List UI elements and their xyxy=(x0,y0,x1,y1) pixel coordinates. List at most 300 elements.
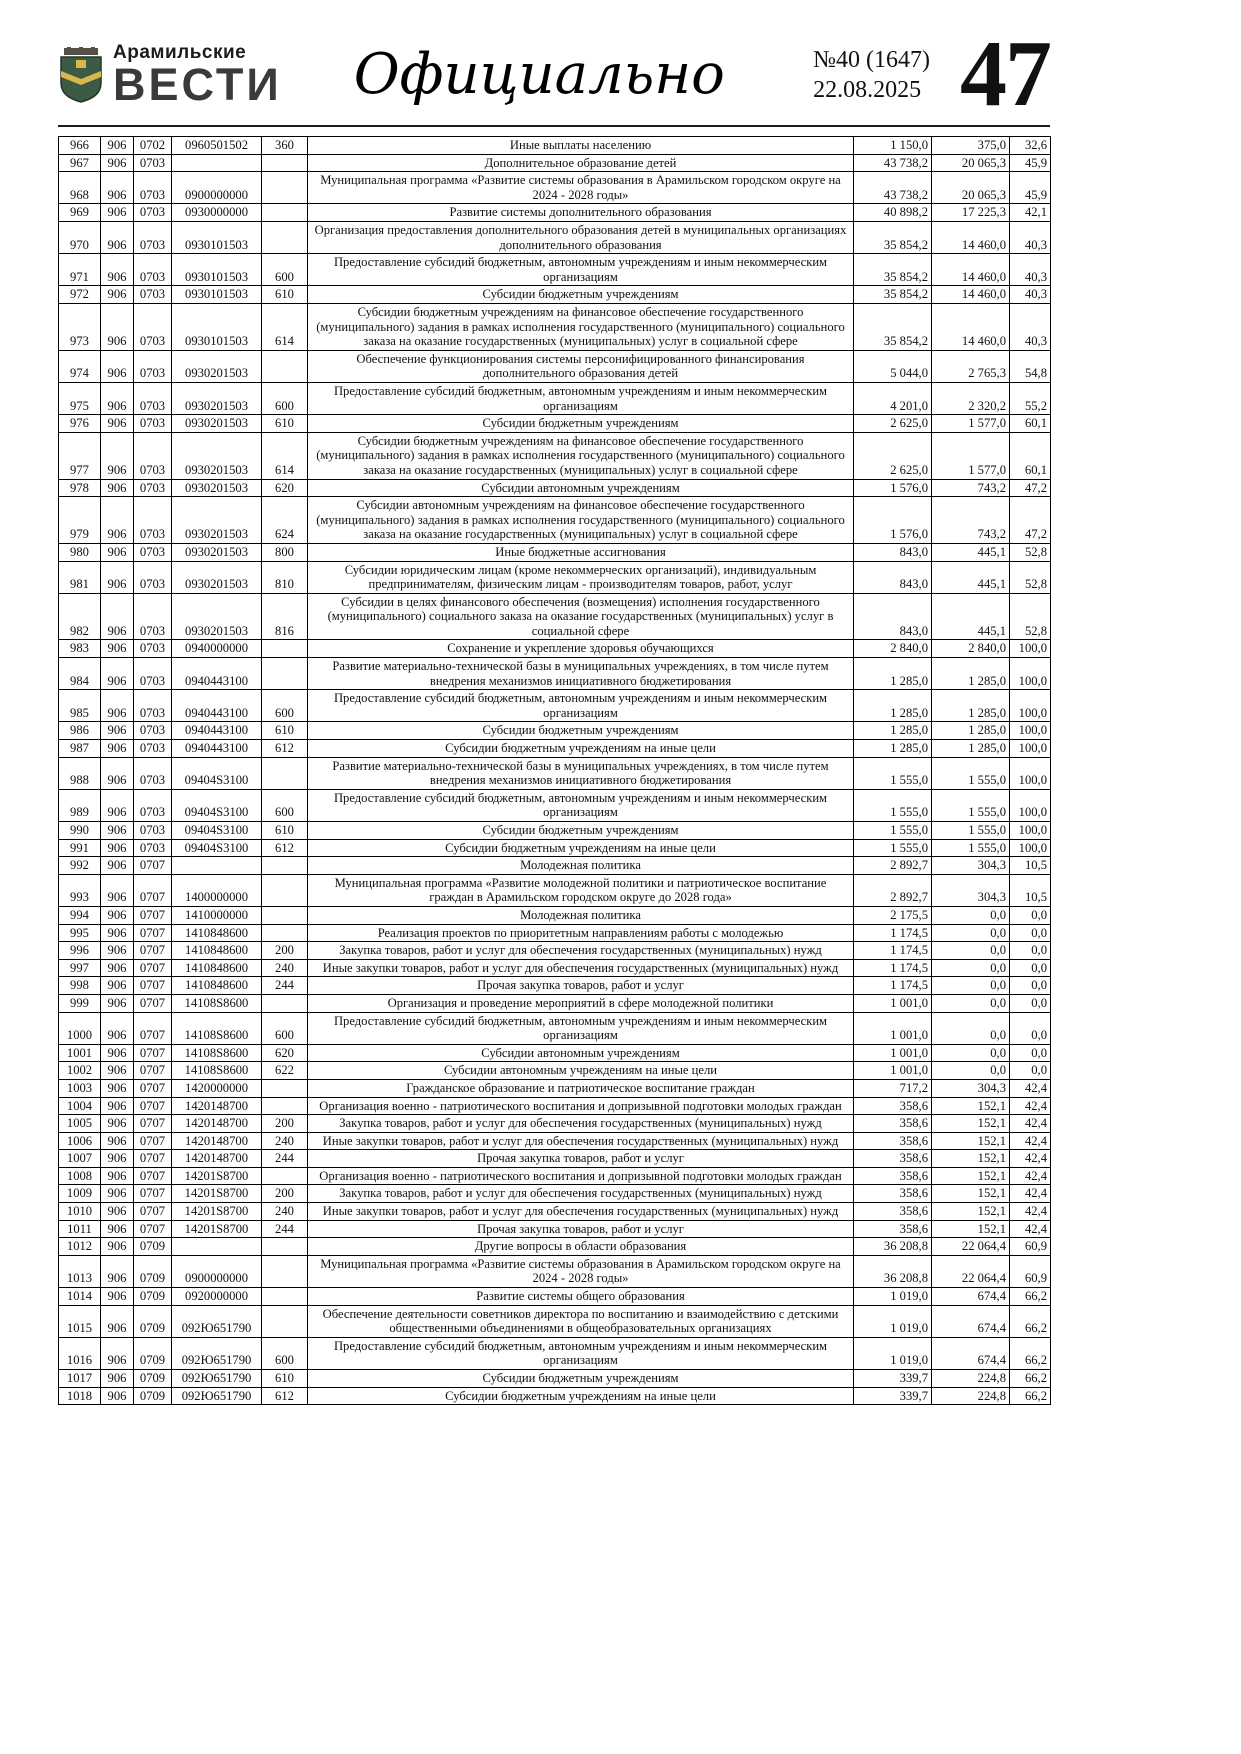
fact-amount: 0,0 xyxy=(932,977,1010,995)
grbs-code: 906 xyxy=(101,479,134,497)
expense-type-code: 612 xyxy=(262,1387,308,1405)
table-row xyxy=(59,1062,1051,1080)
row-number: 993 xyxy=(59,874,101,906)
plan-amount: 1 001,0 xyxy=(854,1044,932,1062)
section-code: 0702 xyxy=(134,137,172,155)
section-code: 0703 xyxy=(134,415,172,433)
row-number: 1005 xyxy=(59,1115,101,1133)
coat-of-arms-icon xyxy=(58,47,104,103)
target-article-code: 0940443100 xyxy=(172,690,262,722)
table-row xyxy=(59,1012,1051,1044)
expense-type-code: 610 xyxy=(262,286,308,304)
expense-name: Иные выплаты населению xyxy=(308,137,854,155)
execution-percent: 42,4 xyxy=(1010,1132,1051,1150)
grbs-code: 906 xyxy=(101,1115,134,1133)
expense-name: Прочая закупка товаров, работ и услуг xyxy=(308,1220,854,1238)
plan-amount: 1 555,0 xyxy=(854,839,932,857)
table-row xyxy=(59,1305,1051,1337)
target-article-code: 1420000000 xyxy=(172,1079,262,1097)
execution-percent: 42,4 xyxy=(1010,1097,1051,1115)
table-row xyxy=(59,690,1051,722)
expense-name: Предоставление субсидий бюджетным, автономным учреждениям и иным некоммерческим организациям xyxy=(308,789,854,821)
grbs-code: 906 xyxy=(101,137,134,155)
expense-type-code: 800 xyxy=(262,543,308,561)
target-article-code: 0940443100 xyxy=(172,740,262,758)
section-code: 0707 xyxy=(134,1150,172,1168)
fact-amount: 0,0 xyxy=(932,959,1010,977)
expense-name: Муниципальная программа «Развитие молодежной политики и патриотическое воспитание граждан в Арамильском городском округе до 2028 года» xyxy=(308,874,854,906)
table-row xyxy=(59,757,1051,789)
expense-name: Дополнительное образование детей xyxy=(308,154,854,172)
row-number: 975 xyxy=(59,382,101,414)
expense-name: Субсидии автономным учреждениям на иные цели xyxy=(308,1062,854,1080)
execution-percent: 55,2 xyxy=(1010,382,1051,414)
expense-name: Субсидии автономным учреждениям xyxy=(308,1044,854,1062)
plan-amount: 35 854,2 xyxy=(854,304,932,351)
plan-amount: 4 201,0 xyxy=(854,382,932,414)
row-number: 996 xyxy=(59,942,101,960)
execution-percent: 100,0 xyxy=(1010,839,1051,857)
fact-amount: 152,1 xyxy=(932,1167,1010,1185)
expense-name: Субсидии автономным учреждениям xyxy=(308,479,854,497)
grbs-code: 906 xyxy=(101,1097,134,1115)
section-code: 0709 xyxy=(134,1238,172,1256)
expense-name: Муниципальная программа «Развитие системы образования в Арамильском городском округе на 2024 - 2028 годы» xyxy=(308,1255,854,1287)
row-number: 1015 xyxy=(59,1305,101,1337)
execution-percent: 100,0 xyxy=(1010,722,1051,740)
plan-amount: 1 001,0 xyxy=(854,1012,932,1044)
plan-amount: 1 576,0 xyxy=(854,479,932,497)
section-code: 0703 xyxy=(134,740,172,758)
grbs-code: 906 xyxy=(101,740,134,758)
row-number: 976 xyxy=(59,415,101,433)
table-row xyxy=(59,254,1051,286)
target-article-code: 1410848600 xyxy=(172,942,262,960)
target-article-code: 1410848600 xyxy=(172,924,262,942)
expense-type-code xyxy=(262,924,308,942)
target-article-code: 0930201503 xyxy=(172,382,262,414)
grbs-code: 906 xyxy=(101,154,134,172)
expense-type-code: 610 xyxy=(262,822,308,840)
fact-amount: 2 840,0 xyxy=(932,640,1010,658)
expense-name: Другие вопросы в области образования xyxy=(308,1238,854,1256)
expense-name: Предоставление субсидий бюджетным, автономным учреждениям и иным некоммерческим организациям xyxy=(308,254,854,286)
execution-percent: 52,8 xyxy=(1010,561,1051,593)
fact-amount: 743,2 xyxy=(932,497,1010,544)
expense-name: Реализация проектов по приоритетным направлениям работы с молодежью xyxy=(308,924,854,942)
table-row xyxy=(59,1203,1051,1221)
plan-amount: 36 208,8 xyxy=(854,1238,932,1256)
expense-name: Субсидии бюджетным учреждениям на иные цели xyxy=(308,839,854,857)
section-code: 0707 xyxy=(134,1062,172,1080)
expense-type-code: 620 xyxy=(262,479,308,497)
plan-amount: 358,6 xyxy=(854,1185,932,1203)
issue-number: №40 (1647) xyxy=(813,46,930,73)
plan-amount: 1 019,0 xyxy=(854,1337,932,1369)
fact-amount: 304,3 xyxy=(932,857,1010,875)
grbs-code: 906 xyxy=(101,497,134,544)
table-row xyxy=(59,479,1051,497)
plan-amount: 1 285,0 xyxy=(854,658,932,690)
plan-amount: 843,0 xyxy=(854,561,932,593)
grbs-code: 906 xyxy=(101,561,134,593)
fact-amount: 152,1 xyxy=(932,1185,1010,1203)
expense-name: Иные закупки товаров, работ и услуг для обеспечения государственных (муниципальных) нужд xyxy=(308,1132,854,1150)
plan-amount: 358,6 xyxy=(854,1097,932,1115)
section-code: 0707 xyxy=(134,874,172,906)
execution-percent: 0,0 xyxy=(1010,959,1051,977)
expense-name: Развитие системы общего образования xyxy=(308,1288,854,1306)
grbs-code: 906 xyxy=(101,432,134,479)
table-row xyxy=(59,1288,1051,1306)
expense-type-code: 600 xyxy=(262,1012,308,1044)
table-row xyxy=(59,789,1051,821)
table-row xyxy=(59,304,1051,351)
fact-amount: 224,8 xyxy=(932,1370,1010,1388)
execution-percent: 66,2 xyxy=(1010,1370,1051,1388)
target-article-code: 0930201503 xyxy=(172,432,262,479)
expense-type-code: 610 xyxy=(262,415,308,433)
expense-type-code: 200 xyxy=(262,1185,308,1203)
grbs-code: 906 xyxy=(101,382,134,414)
execution-percent: 10,5 xyxy=(1010,857,1051,875)
section-code: 0703 xyxy=(134,789,172,821)
fact-amount: 0,0 xyxy=(932,942,1010,960)
fact-amount: 152,1 xyxy=(932,1220,1010,1238)
execution-percent: 42,4 xyxy=(1010,1150,1051,1168)
plan-amount: 358,6 xyxy=(854,1167,932,1185)
table-row xyxy=(59,1132,1051,1150)
table-row xyxy=(59,640,1051,658)
grbs-code: 906 xyxy=(101,304,134,351)
section-code: 0703 xyxy=(134,593,172,640)
section-title: Официально xyxy=(353,42,725,108)
table-row xyxy=(59,839,1051,857)
execution-percent: 0,0 xyxy=(1010,1012,1051,1044)
section-code: 0709 xyxy=(134,1370,172,1388)
target-article-code: 09404S3100 xyxy=(172,822,262,840)
fact-amount: 0,0 xyxy=(932,1062,1010,1080)
grbs-code: 906 xyxy=(101,1387,134,1405)
budget-table-body xyxy=(59,137,1051,1405)
expense-type-code xyxy=(262,1079,308,1097)
plan-amount: 35 854,2 xyxy=(854,254,932,286)
row-number: 995 xyxy=(59,924,101,942)
expense-name: Субсидии бюджетным учреждениям xyxy=(308,415,854,433)
expense-name: Молодежная политика xyxy=(308,857,854,875)
row-number: 1003 xyxy=(59,1079,101,1097)
fact-amount: 152,1 xyxy=(932,1132,1010,1150)
row-number: 983 xyxy=(59,640,101,658)
expense-type-code xyxy=(262,204,308,222)
fact-amount: 152,1 xyxy=(932,1150,1010,1168)
grbs-code: 906 xyxy=(101,1370,134,1388)
section-code: 0707 xyxy=(134,1012,172,1044)
fact-amount: 0,0 xyxy=(932,924,1010,942)
target-article-code: 1420148700 xyxy=(172,1132,262,1150)
execution-percent: 60,9 xyxy=(1010,1255,1051,1287)
expense-type-code: 612 xyxy=(262,740,308,758)
grbs-code: 906 xyxy=(101,757,134,789)
target-article-code: 1420148700 xyxy=(172,1150,262,1168)
expense-type-code xyxy=(262,350,308,382)
row-number: 997 xyxy=(59,959,101,977)
section-code: 0703 xyxy=(134,222,172,254)
fact-amount: 674,4 xyxy=(932,1288,1010,1306)
expense-name: Субсидии бюджетным учреждениям на финансовое обеспечение государственного (муниципального) задания в рамках исполнения государственного (муниципального) социального заказа на оказание государственных (муниципальных) услуг в социальной сфере xyxy=(308,432,854,479)
row-number: 1008 xyxy=(59,1167,101,1185)
fact-amount: 14 460,0 xyxy=(932,254,1010,286)
target-article-code: 0900000000 xyxy=(172,172,262,204)
execution-percent: 10,5 xyxy=(1010,874,1051,906)
expense-type-code xyxy=(262,1288,308,1306)
expense-type-code: 244 xyxy=(262,977,308,995)
section-code: 0703 xyxy=(134,822,172,840)
fact-amount: 22 064,4 xyxy=(932,1238,1010,1256)
execution-percent: 100,0 xyxy=(1010,789,1051,821)
table-row xyxy=(59,497,1051,544)
expense-type-code: 610 xyxy=(262,1370,308,1388)
fact-amount: 17 225,3 xyxy=(932,204,1010,222)
row-number: 982 xyxy=(59,593,101,640)
expense-name: Обеспечение функционирования системы персонифицированного финансирования дополнительного образования детей xyxy=(308,350,854,382)
section-code: 0703 xyxy=(134,304,172,351)
grbs-code: 906 xyxy=(101,789,134,821)
execution-percent: 100,0 xyxy=(1010,640,1051,658)
expense-name: Развитие системы дополнительного образования xyxy=(308,204,854,222)
table-row xyxy=(59,543,1051,561)
grbs-code: 906 xyxy=(101,1305,134,1337)
fact-amount: 2 765,3 xyxy=(932,350,1010,382)
fact-amount: 1 555,0 xyxy=(932,789,1010,821)
grbs-code: 906 xyxy=(101,942,134,960)
row-number: 1013 xyxy=(59,1255,101,1287)
row-number: 972 xyxy=(59,286,101,304)
section-code: 0707 xyxy=(134,924,172,942)
plan-amount: 43 738,2 xyxy=(854,172,932,204)
plan-amount: 358,6 xyxy=(854,1220,932,1238)
target-article-code: 14201S8700 xyxy=(172,1167,262,1185)
expense-type-code xyxy=(262,154,308,172)
row-number: 988 xyxy=(59,757,101,789)
plan-amount: 2 892,7 xyxy=(854,874,932,906)
plan-amount: 2 625,0 xyxy=(854,415,932,433)
expense-type-code xyxy=(262,906,308,924)
expense-name: Субсидии в целях финансового обеспечения (возмещения) исполнения государственного (муниципального) социального заказа на оказание государственных (муниципальных) услуг в социальной сфере xyxy=(308,593,854,640)
table-row xyxy=(59,1185,1051,1203)
grbs-code: 906 xyxy=(101,1044,134,1062)
plan-amount: 1 174,5 xyxy=(854,977,932,995)
expense-name: Субсидии бюджетным учреждениям xyxy=(308,822,854,840)
execution-percent: 100,0 xyxy=(1010,690,1051,722)
target-article-code: 0930101503 xyxy=(172,304,262,351)
target-article-code: 1420148700 xyxy=(172,1097,262,1115)
table-row xyxy=(59,350,1051,382)
table-row xyxy=(59,906,1051,924)
expense-name: Субсидии бюджетным учреждениям на иные цели xyxy=(308,1387,854,1405)
fact-amount: 445,1 xyxy=(932,593,1010,640)
row-number: 977 xyxy=(59,432,101,479)
section-code: 0703 xyxy=(134,286,172,304)
table-row xyxy=(59,874,1051,906)
table-row xyxy=(59,1150,1051,1168)
target-article-code: 0930201503 xyxy=(172,543,262,561)
section-code: 0707 xyxy=(134,1079,172,1097)
target-article-code: 09404S3100 xyxy=(172,839,262,857)
expense-type-code: 360 xyxy=(262,137,308,155)
expense-type-code: 620 xyxy=(262,1044,308,1062)
section-code: 0707 xyxy=(134,994,172,1012)
expense-type-code: 810 xyxy=(262,561,308,593)
expense-type-code: 612 xyxy=(262,839,308,857)
section-code: 0703 xyxy=(134,382,172,414)
section-code: 0707 xyxy=(134,1097,172,1115)
table-row xyxy=(59,1238,1051,1256)
plan-amount: 339,7 xyxy=(854,1370,932,1388)
target-article-code: 0900000000 xyxy=(172,1255,262,1287)
fact-amount: 0,0 xyxy=(932,994,1010,1012)
grbs-code: 906 xyxy=(101,1203,134,1221)
table-row xyxy=(59,977,1051,995)
expense-type-code: 240 xyxy=(262,1203,308,1221)
plan-amount: 358,6 xyxy=(854,1132,932,1150)
expense-name: Молодежная политика xyxy=(308,906,854,924)
budget-table xyxy=(58,136,1051,1405)
grbs-code: 906 xyxy=(101,906,134,924)
execution-percent: 40,3 xyxy=(1010,254,1051,286)
plan-amount: 358,6 xyxy=(854,1115,932,1133)
row-number: 999 xyxy=(59,994,101,1012)
plan-amount: 1 019,0 xyxy=(854,1288,932,1306)
expense-name: Иные бюджетные ассигнования xyxy=(308,543,854,561)
plan-amount: 1 174,5 xyxy=(854,924,932,942)
expense-name: Закупка товаров, работ и услуг для обеспечения государственных (муниципальных) нужд xyxy=(308,942,854,960)
target-article-code: 092Ю651790 xyxy=(172,1387,262,1405)
row-number: 1007 xyxy=(59,1150,101,1168)
section-code: 0703 xyxy=(134,640,172,658)
plan-amount: 2 625,0 xyxy=(854,432,932,479)
grbs-code: 906 xyxy=(101,1255,134,1287)
plan-amount: 358,6 xyxy=(854,1203,932,1221)
expense-name: Субсидии автономным учреждениям на финансовое обеспечение государственного (муниципального) задания в рамках исполнения государственного (муниципального) социального заказа на оказание государственных (муниципальных) услуг в социальной сфере xyxy=(308,497,854,544)
execution-percent: 42,4 xyxy=(1010,1203,1051,1221)
grbs-code: 906 xyxy=(101,977,134,995)
expense-type-code: 624 xyxy=(262,497,308,544)
section-code: 0703 xyxy=(134,722,172,740)
row-number: 1004 xyxy=(59,1097,101,1115)
row-number: 980 xyxy=(59,543,101,561)
expense-type-code: 240 xyxy=(262,1132,308,1150)
section-code: 0707 xyxy=(134,942,172,960)
table-row xyxy=(59,1337,1051,1369)
fact-amount: 445,1 xyxy=(932,561,1010,593)
section-code: 0703 xyxy=(134,690,172,722)
section-code: 0703 xyxy=(134,204,172,222)
row-number: 968 xyxy=(59,172,101,204)
row-number: 987 xyxy=(59,740,101,758)
expense-type-code xyxy=(262,757,308,789)
plan-amount: 843,0 xyxy=(854,543,932,561)
section-code: 0707 xyxy=(134,906,172,924)
target-article-code: 14201S8700 xyxy=(172,1203,262,1221)
target-article-code: 0930201503 xyxy=(172,497,262,544)
fact-amount: 375,0 xyxy=(932,137,1010,155)
table-row xyxy=(59,722,1051,740)
expense-name: Предоставление субсидий бюджетным, автономным учреждениям и иным некоммерческим организациям xyxy=(308,382,854,414)
table-row xyxy=(59,857,1051,875)
row-number: 974 xyxy=(59,350,101,382)
expense-name: Организация военно - патриотического воспитания и допризывной подготовки молодых граждан xyxy=(308,1097,854,1115)
target-article-code: 1400000000 xyxy=(172,874,262,906)
section-code: 0707 xyxy=(134,1185,172,1203)
row-number: 992 xyxy=(59,857,101,875)
expense-name: Сохранение и укрепление здоровья обучающихся xyxy=(308,640,854,658)
table-row xyxy=(59,382,1051,414)
expense-type-code: 200 xyxy=(262,1115,308,1133)
execution-percent: 66,2 xyxy=(1010,1387,1051,1405)
row-number: 966 xyxy=(59,137,101,155)
fact-amount: 2 320,2 xyxy=(932,382,1010,414)
fact-amount: 0,0 xyxy=(932,1044,1010,1062)
row-number: 986 xyxy=(59,722,101,740)
grbs-code: 906 xyxy=(101,959,134,977)
expense-name: Субсидии бюджетным учреждениям xyxy=(308,722,854,740)
section-code: 0707 xyxy=(134,1167,172,1185)
section-code: 0703 xyxy=(134,350,172,382)
grbs-code: 906 xyxy=(101,543,134,561)
fact-amount: 1 285,0 xyxy=(932,722,1010,740)
table-row xyxy=(59,1115,1051,1133)
fact-amount: 152,1 xyxy=(932,1097,1010,1115)
execution-percent: 100,0 xyxy=(1010,658,1051,690)
plan-amount: 339,7 xyxy=(854,1387,932,1405)
grbs-code: 906 xyxy=(101,254,134,286)
section-code: 0703 xyxy=(134,561,172,593)
execution-percent: 42,4 xyxy=(1010,1185,1051,1203)
expense-type-code: 600 xyxy=(262,789,308,821)
table-row xyxy=(59,924,1051,942)
row-number: 1011 xyxy=(59,1220,101,1238)
fact-amount: 20 065,3 xyxy=(932,172,1010,204)
plan-amount: 1 576,0 xyxy=(854,497,932,544)
table-row xyxy=(59,1167,1051,1185)
section-code: 0703 xyxy=(134,497,172,544)
section-code: 0703 xyxy=(134,658,172,690)
expense-type-code: 240 xyxy=(262,959,308,977)
target-article-code: 14201S8700 xyxy=(172,1185,262,1203)
grbs-code: 906 xyxy=(101,1132,134,1150)
plan-amount: 5 044,0 xyxy=(854,350,932,382)
execution-percent: 42,4 xyxy=(1010,1167,1051,1185)
execution-percent: 47,2 xyxy=(1010,497,1051,544)
section-code: 0707 xyxy=(134,857,172,875)
target-article-code: 0930201503 xyxy=(172,593,262,640)
newspaper-logo xyxy=(58,42,282,111)
row-number: 967 xyxy=(59,154,101,172)
row-number: 1017 xyxy=(59,1370,101,1388)
expense-name: Гражданское образование и патриотическое воспитание граждан xyxy=(308,1079,854,1097)
row-number: 994 xyxy=(59,906,101,924)
expense-name: Предоставление субсидий бюджетным, автономным учреждениям и иным некоммерческим организациям xyxy=(308,1337,854,1369)
execution-percent: 0,0 xyxy=(1010,994,1051,1012)
execution-percent: 54,8 xyxy=(1010,350,1051,382)
grbs-code: 906 xyxy=(101,1288,134,1306)
execution-percent: 40,3 xyxy=(1010,222,1051,254)
target-article-code: 0940000000 xyxy=(172,640,262,658)
execution-percent: 60,9 xyxy=(1010,1238,1051,1256)
row-number: 990 xyxy=(59,822,101,840)
section-code: 0707 xyxy=(134,1115,172,1133)
